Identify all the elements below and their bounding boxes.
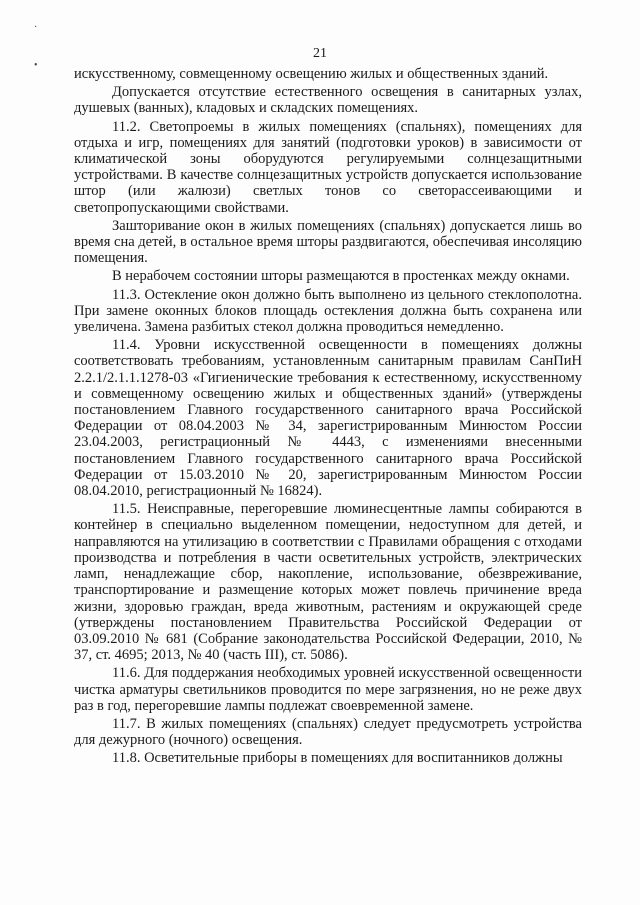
paragraph: 11.8. Осветительные приборы в помещениях для воспитанников должны	[112, 750, 563, 767]
paragraph: 11.3. Остекление окон должно быть выполнено из цельного стеклополотна. При замене оконных блоков площадь остекления должна быть сохранена или увеличена. Замена разбитых стекол должна проводиться немедленно.	[74, 286, 582, 336]
paragraph: 11.2. Светопроемы в жилых помещениях (спальнях), помещениях для отдыха и игр, помещениях для занятий (подготовки уроков) в зависимости от климатической зоны оборудуются регулируемыми солнцезащитными устройствами. В качестве солнцезащитных устройств допускается использование штор (или жалюзи) светлых тонов со светорассеивающими и светопропускающими свойствами.	[74, 118, 582, 216]
margin-mark: •	[34, 60, 38, 71]
paragraph: 11.4. Уровни искусственной освещенности в помещениях должны соответствовать требованиям, установленным санитарным правилам СанПиН 2.2.1/2.1.1.1278-03 «Гигиенические требования к естественному, искусственному и совмещенному освещению жилых и общественных зданий» (утверждены постановлением Главного государственного санитарного врача Российской Федерации от 08.04.2003 № 34, зарегистрированным Минюстом России 23.04.2003, регистрационный № 4443, с изменениями внесенными постановлением Главного государственного санитарного врача Российской Федерации от 15.03.2010 № 20, зарегистрированным Минюстом России 08.04.2010, регистрационный № 16824).	[74, 337, 582, 500]
paragraph: 11.5. Неисправные, перегоревшие люминесцентные лампы собираются в контейнер в специально выделенном помещении, недоступном для детей, и направляются на утилизацию в соответствии с Правилами обращения с отходами производства и потребления в части осветительных устройств, электрических ламп, ненадлежащие сбор, накопление, использование, обезвреживание, транспортирование и размещение которых может повлечь причинение вреда жизни, здоровью граждан, вреда животным, растениям и окружающей среде (утверждены постановлением Правительства Российской Федерации от 03.09.2010 № 681 (Собрание законодательства Российской Федерации, 2010, № 37, ст. 4695; 2013, № 40 (часть III), ст. 5086).	[74, 501, 582, 664]
page-number: 21	[313, 46, 327, 61]
document-body	[74, 66, 582, 769]
paragraph: Допускается отсутствие естественного освещения в санитарных узлах, душевых (ванных), кладовых и складских помещениях.	[74, 84, 582, 117]
paragraph: 11.6. Для поддержания необходимых уровней искусственной освещенности чистка арматуры светильников проводится по мере загрязнения, но не реже двух раз в год, перегоревшие лампы подлежат своевременной замене.	[74, 665, 582, 714]
paragraph: искусственному, совмещенному освещению жилых и общественных зданий.	[74, 66, 549, 82]
paragraph: В нерабочем состоянии шторы размещаются в простенках между окнами.	[112, 268, 570, 285]
paragraph: Зашторивание окон в жилых помещениях (спальнях) допускается лишь во время сна детей, в остальное время шторы раздвигаются, обеспечивая инсоляцию помещения.	[74, 217, 582, 267]
paragraph: 11.7. В жилых помещениях (спальнях) следует предусмотреть устройства для дежурного (ночного) освещения.	[74, 715, 582, 749]
margin-mark: ·	[34, 22, 38, 33]
